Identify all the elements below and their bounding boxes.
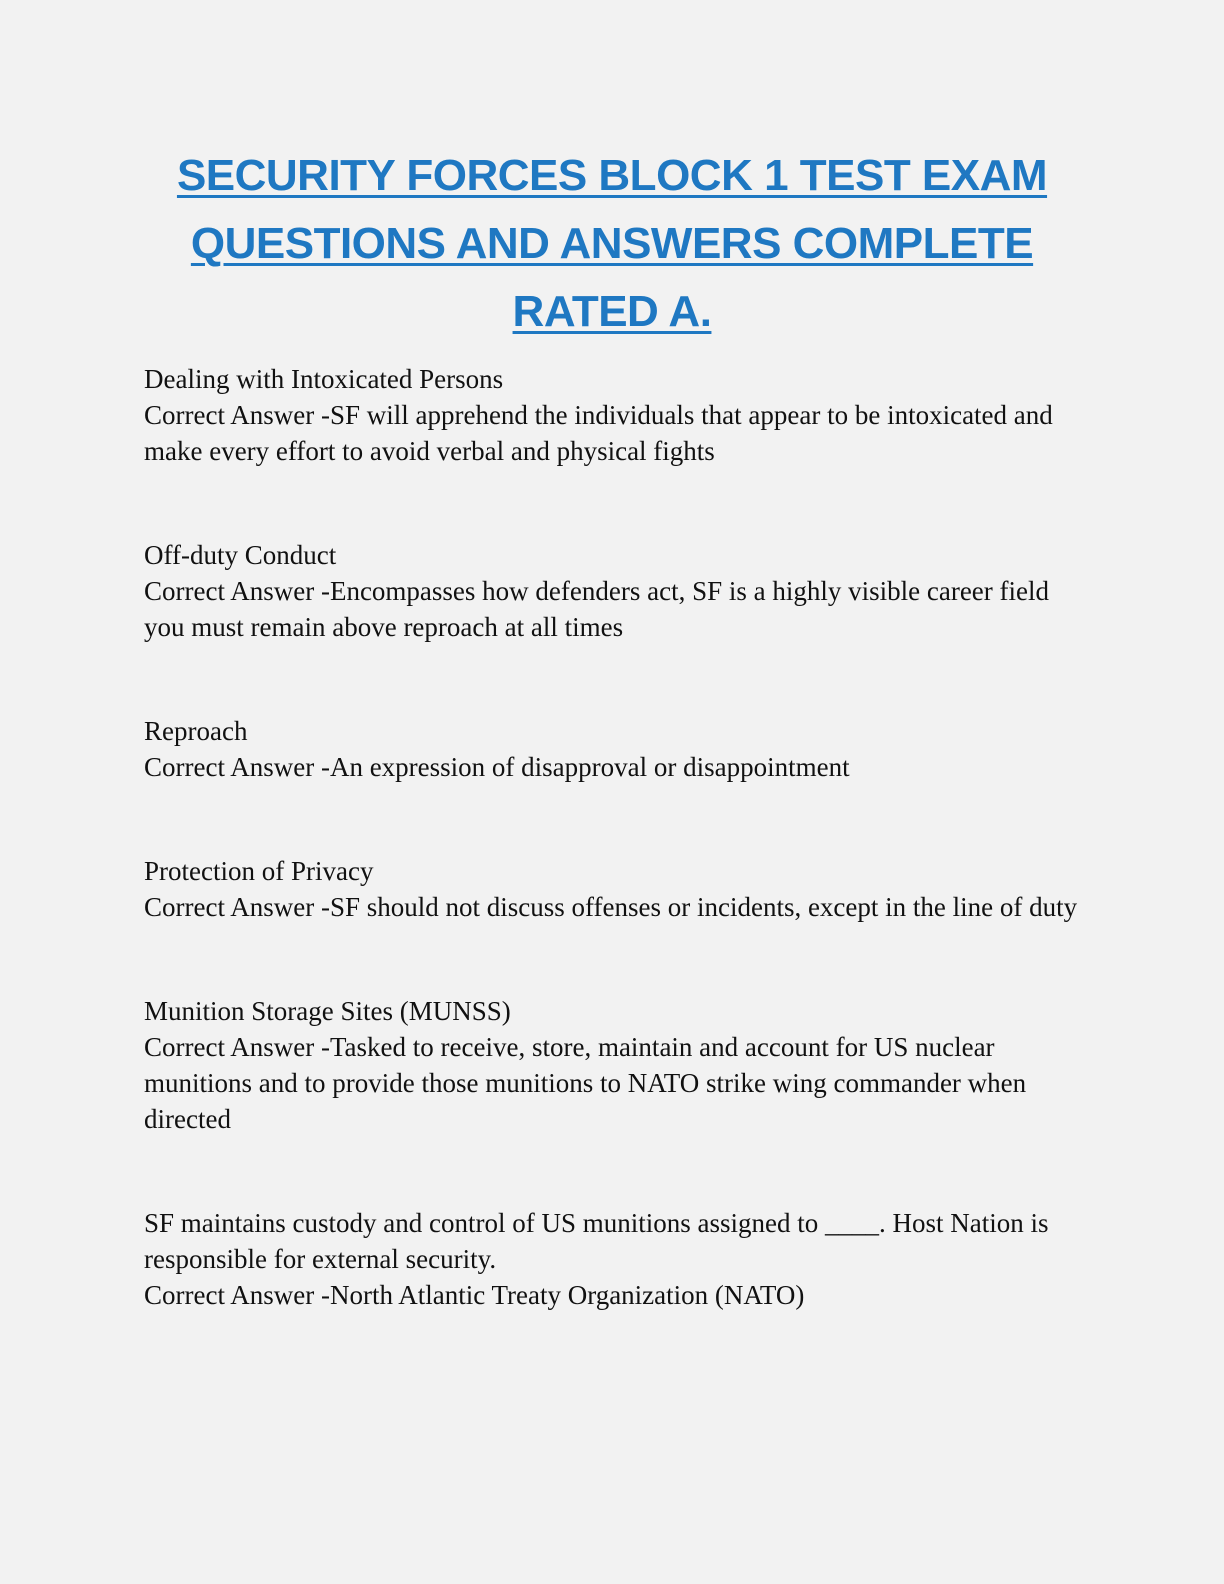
answer-text: Encompasses how defenders act, SF is a highly visible career field you must remain above reproach at all times — [144, 576, 1049, 642]
answer-prefix: Correct Answer - — [144, 1280, 330, 1310]
qa-item — [144, 993, 1084, 1137]
qa-item — [144, 853, 1084, 925]
question-text: Reproach — [144, 716, 248, 746]
answer-line — [144, 749, 1084, 785]
title-line-1: SECURITY FORCES BLOCK 1 TEST EXAM — [176, 151, 1048, 200]
qa-item — [144, 1205, 1084, 1313]
answer-text: North Atlantic Treaty Organization (NATO) — [329, 1280, 805, 1310]
answer-text: SF will apprehend the individuals that appear to be intoxicated and make every effort to avoid verbal and physical fights — [144, 400, 1053, 466]
answer-line — [144, 397, 1084, 469]
question-text: SF maintains custody and control of US munitions assigned to ____. Host Nation is responsible for external security. — [144, 1208, 1049, 1274]
question-text: Protection of Privacy — [144, 856, 374, 886]
answer-line — [144, 1029, 1084, 1137]
question-text: Off-duty Conduct — [144, 540, 337, 570]
answer-prefix: Correct Answer - — [144, 752, 330, 782]
answer-text: An expression of disapproval or disappointment — [329, 752, 850, 782]
qa-item — [144, 537, 1084, 645]
qa-item — [144, 361, 1084, 469]
answer-prefix: Correct Answer - — [144, 576, 330, 606]
answer-prefix: Correct Answer - — [144, 400, 330, 430]
answer-text: Tasked to receive, store, maintain and account for US nuclear munitions and to provide those munitions to NATO strike wing commander when directed — [144, 1032, 1027, 1134]
answer-line — [144, 889, 1084, 925]
document-title — [100, 142, 1124, 346]
answer-text: SF should not discuss offenses or incidents, except in the line of duty — [329, 892, 1078, 922]
answer-prefix: Correct Answer - — [144, 892, 330, 922]
title-line-3: RATED A. — [512, 287, 712, 336]
qa-list — [144, 361, 1084, 1313]
answer-prefix: Correct Answer - — [144, 1032, 330, 1062]
question-text: Munition Storage Sites (MUNSS) — [144, 996, 511, 1026]
title-line-2: QUESTIONS AND ANSWERS COMPLETE — [190, 219, 1034, 268]
answer-line — [144, 573, 1084, 645]
question-text: Dealing with Intoxicated Persons — [144, 364, 504, 394]
answer-line — [144, 1277, 1084, 1313]
qa-item — [144, 713, 1084, 785]
